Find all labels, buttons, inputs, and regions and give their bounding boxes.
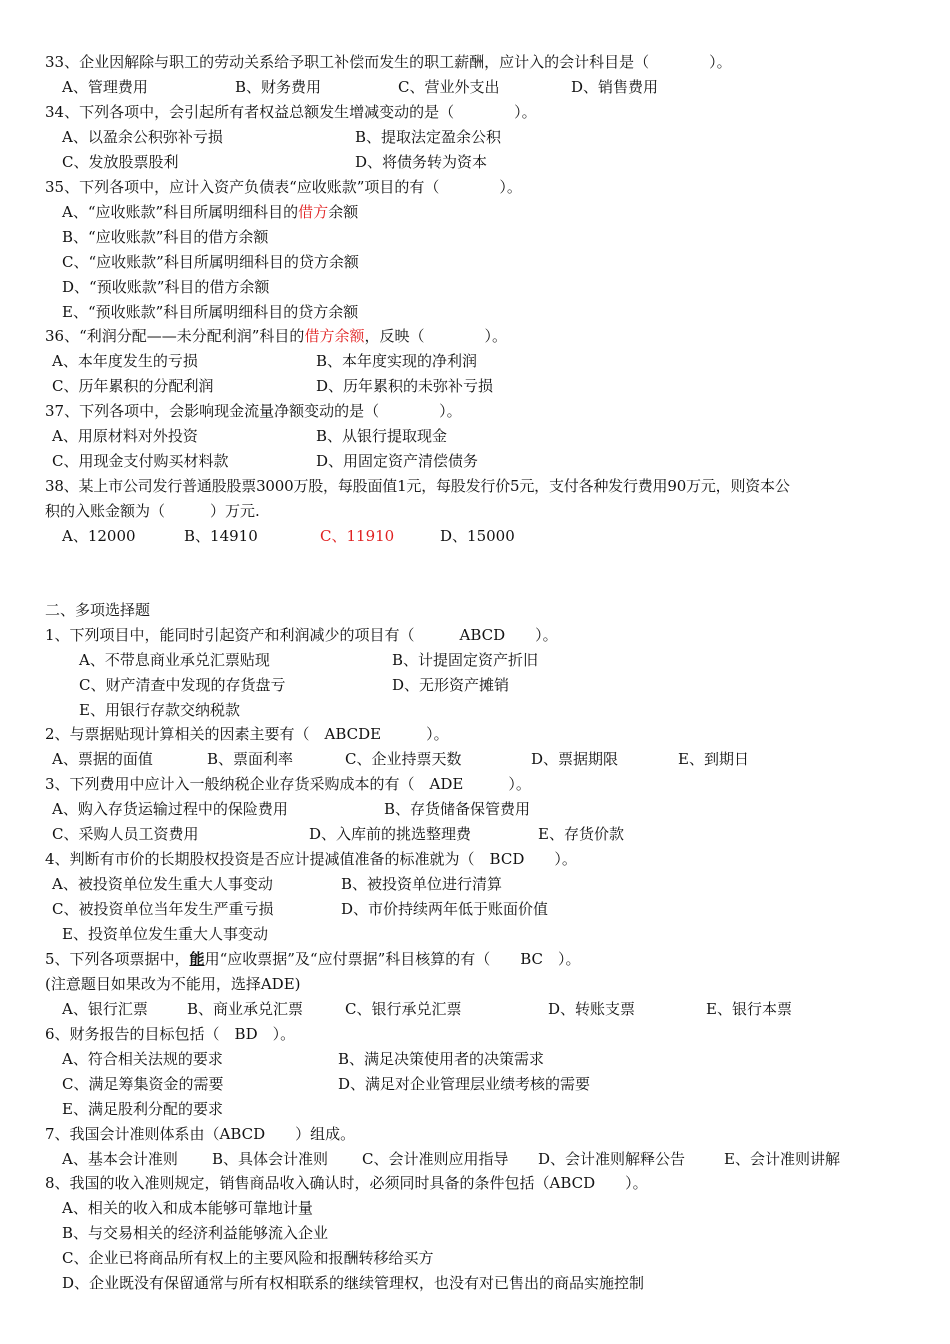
m1-option-c: C、财产清查中发现的存货盘亏 xyxy=(79,676,286,694)
m6-option-e: E、满足股利分配的要求 xyxy=(62,1100,223,1118)
m6-option-b: B、满足决策使用者的决策需求 xyxy=(338,1050,545,1068)
q34-option-b: B、提取法定盈余公积 xyxy=(355,128,502,146)
q34-stem: 34、下列各项中，会引起所有者权益总额发生增减变动的是（ ）。 xyxy=(45,103,537,121)
m3-option-d: D、入库前的挑选整理费 xyxy=(309,825,472,843)
q35-option-e: E、“预收账款”科目所属明细科目的贷方余额 xyxy=(62,303,359,321)
m4-option-e: E、投资单位发生重大人事变动 xyxy=(62,925,268,943)
m6-option-c: C、满足筹集资金的需要 xyxy=(62,1075,224,1093)
m7-option-b: B、具体会计准则 xyxy=(212,1150,329,1168)
q36-stem-pre: 36、“利润分配——未分配利润”科目的 xyxy=(45,327,305,345)
m3-stem: 3、下列费用中应计入一般纳税企业存货采购成本的有（ ADE ）。 xyxy=(45,775,531,793)
m7-option-c: C、会计准则应用指导 xyxy=(362,1150,509,1168)
m6-option-a: A、符合相关法规的要求 xyxy=(62,1050,223,1068)
m1-option-a: A、不带息商业承兑汇票贴现 xyxy=(79,651,270,669)
m2-option-d: D、票据期限 xyxy=(531,750,619,768)
q37-option-b: B、从银行提取现金 xyxy=(316,427,448,445)
q35-option-c: C、“应收账款”科目所属明细科目的贷方余额 xyxy=(62,253,359,271)
m5-note: (注意题目如果改为不能用，选择ADE) xyxy=(45,975,301,993)
m2-option-b: B、票面利率 xyxy=(207,750,294,768)
m8-option-b: B、与交易相关的经济利益能够流入企业 xyxy=(62,1224,329,1242)
q33-stem: 33、企业因解除与职工的劳动关系给予职工补偿而发生的职工薪酬，应计入的会计科目是（ ）。 xyxy=(45,53,732,71)
m5-stem-emphasis: 能 xyxy=(189,950,205,968)
q36-option-d: D、历年累积的未弥补亏损 xyxy=(316,377,494,395)
q37-option-d: D、用固定资产清偿债务 xyxy=(316,452,479,470)
m3-option-b: B、存货储备保管费用 xyxy=(384,800,531,818)
q34-option-d: D、将债务转为资本 xyxy=(355,153,488,171)
m5-option-c: C、银行承兑汇票 xyxy=(345,1000,462,1018)
q38-option-a: A、12000 xyxy=(62,527,136,545)
m2-option-a: A、票据的面值 xyxy=(52,750,153,768)
q33-option-a: A、管理费用 xyxy=(62,78,148,96)
q37-option-c: C、用现金支付购买材料款 xyxy=(52,452,229,470)
m7-option-a: A、基本会计准则 xyxy=(62,1150,178,1168)
q35-stem: 35、下列各项中，应计入资产负债表“应收账款”项目的有（ ）。 xyxy=(45,178,522,196)
m5-option-d: D、转账支票 xyxy=(548,1000,636,1018)
q36-stem-highlight: 借方余额 xyxy=(304,327,365,345)
m1-option-b: B、计提固定资产折旧 xyxy=(392,651,539,669)
m8-option-d: D、企业既没有保留通常与所有权相联系的继续管理权，也没有对已售出的商品实施控制 xyxy=(62,1274,645,1292)
m8-stem: 8、我国的收入准则规定，销售商品收入确认时，必须同时具备的条件包括（ABCD ）。 xyxy=(45,1174,648,1192)
q36-stem-post: ，反映（ ）。 xyxy=(364,327,507,345)
m1-stem: 1、下列项目中，能同时引起资产和利润减少的项目有（ ABCD ）。 xyxy=(45,626,558,644)
m7-option-e: E、会计准则讲解 xyxy=(724,1150,840,1168)
q38-stem-line1: 38、某上市公司发行普通股股票3000万股，每股面值1元，每股发行价5元，支付各种发行费用90万元，则资本公 xyxy=(45,477,790,495)
q38-stem-line2: 积的入账金额为（ ）万元. xyxy=(45,502,260,520)
m7-stem: 7、我国会计准则体系由（ABCD ）组成。 xyxy=(45,1125,356,1143)
q36-stem xyxy=(45,326,507,346)
m5-stem xyxy=(45,949,581,969)
q33-option-d: D、销售费用 xyxy=(571,78,659,96)
m6-stem: 6、财务报告的目标包括（ BD ）。 xyxy=(45,1025,296,1043)
m4-option-d: D、市价持续两年低于账面价值 xyxy=(341,900,549,918)
m3-option-a: A、购入存货运输过程中的保险费用 xyxy=(52,800,288,818)
q35-option-d: D、“预收账款”科目的借方余额 xyxy=(62,278,270,296)
m3-option-c: C、采购人员工资费用 xyxy=(52,825,199,843)
m2-stem: 2、与票据贴现计算相关的因素主要有（ ABCDE ）。 xyxy=(45,725,449,743)
section-title-multiple-choice: 二、多项选择题 xyxy=(45,601,151,619)
q35-option-a-post: 余额 xyxy=(328,203,359,221)
m3-option-e: E、存货价款 xyxy=(538,825,624,843)
q38-option-d: D、15000 xyxy=(440,527,515,545)
m4-stem: 4、判断有市价的长期股权投资是否应计提减值准备的标准就为（ BCD ）。 xyxy=(45,850,577,868)
q33-option-b: B、财务费用 xyxy=(235,78,322,96)
q38-option-b: B、14910 xyxy=(184,527,258,545)
m6-option-d: D、满足对企业管理层业绩考核的需要 xyxy=(338,1075,591,1093)
m2-option-c: C、企业持票天数 xyxy=(345,750,462,768)
q35-option-b: B、“应收账款”科目的借方余额 xyxy=(62,228,269,246)
m4-option-c: C、被投资单位当年发生严重亏损 xyxy=(52,900,274,918)
m8-option-c: C、企业已将商品所有权上的主要风险和报酬转移给买方 xyxy=(62,1249,434,1267)
m2-option-e: E、到期日 xyxy=(678,750,749,768)
q36-option-c: C、历年累积的分配利润 xyxy=(52,377,214,395)
q35-option-a-pre: A、“应收账款”科目所属明细科目的 xyxy=(62,203,299,221)
m5-stem-pre: 5、下列各项票据中， xyxy=(45,950,190,968)
m4-option-b: B、被投资单位进行清算 xyxy=(341,875,503,893)
m5-option-a: A、银行汇票 xyxy=(62,1000,148,1018)
q35-option-a-highlight: 借方 xyxy=(298,203,329,221)
q36-option-b: B、本年度实现的净利润 xyxy=(316,352,478,370)
m4-option-a: A、被投资单位发生重大人事变动 xyxy=(52,875,273,893)
m5-option-b: B、商业承兑汇票 xyxy=(187,1000,304,1018)
q36-option-a: A、本年度发生的亏损 xyxy=(52,352,198,370)
q37-option-a: A、用原材料对外投资 xyxy=(52,427,198,445)
m8-option-a: A、相关的收入和成本能够可靠地计量 xyxy=(62,1199,313,1217)
q37-stem: 37、下列各项中，会影响现金流量净额变动的是（ ）。 xyxy=(45,402,462,420)
m1-option-e: E、用银行存款交纳税款 xyxy=(79,701,240,719)
m5-stem-post: 用“应收票据”及“应付票据”科目核算的有（ BC ）。 xyxy=(204,950,581,968)
m1-option-d: D、无形资产摊销 xyxy=(392,676,510,694)
m5-option-e: E、银行本票 xyxy=(706,1000,792,1018)
q33-option-c: C、营业外支出 xyxy=(398,78,500,96)
m7-option-d: D、会计准则解释公告 xyxy=(538,1150,686,1168)
q35-option-a xyxy=(62,202,358,222)
q34-option-a: A、以盈余公积弥补亏损 xyxy=(62,128,223,146)
q34-option-c: C、发放股票股利 xyxy=(62,153,179,171)
q38-option-c: C、11910 xyxy=(320,527,395,545)
